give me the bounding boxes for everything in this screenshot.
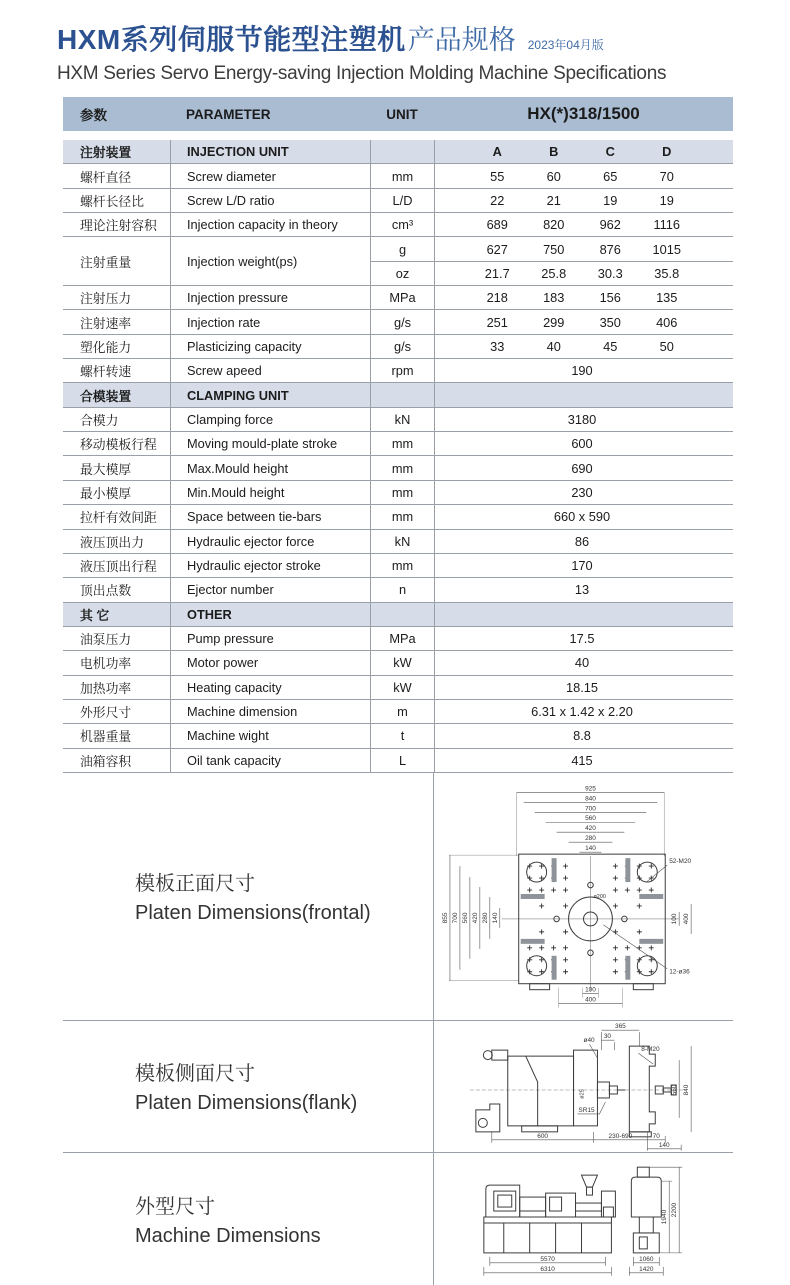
- unit-cell: mm: [370, 432, 434, 455]
- rod-dia-label: ø25: [579, 1089, 586, 1100]
- value: 33: [490, 338, 505, 354]
- unit-cell: t: [370, 724, 434, 747]
- values-cell: [434, 383, 733, 406]
- nozzle-dia-label: ø40: [583, 1037, 595, 1045]
- values-cell: [434, 286, 733, 309]
- values-cell: [434, 505, 733, 528]
- dim-label: 420: [585, 825, 596, 833]
- param-en: Hydraulic ejector force: [170, 530, 370, 553]
- dim-label: 140: [658, 1142, 670, 1150]
- double-cell: [370, 237, 733, 285]
- table-row: [63, 578, 733, 602]
- value-span: 190: [571, 363, 593, 379]
- bolt-callout: 8-M20: [641, 1046, 660, 1054]
- value: 251: [486, 314, 508, 330]
- unit-cell: MPa: [370, 627, 434, 650]
- value-span: 40: [574, 655, 590, 671]
- page-title: [57, 18, 790, 58]
- value-span: 415: [571, 752, 593, 768]
- param-cn: 最小模厚: [80, 485, 132, 501]
- param-cn: 螺杆直径: [80, 169, 132, 185]
- param-cn: 机器重量: [80, 729, 132, 745]
- values-cell: [434, 213, 733, 236]
- dimension-lines: [492, 1031, 691, 1152]
- hole-callout: 12-ø36: [669, 969, 690, 977]
- values-cell: [434, 237, 733, 260]
- diagram-label-machine: [63, 1153, 434, 1285]
- platen-flank-diagram: [434, 1020, 733, 1152]
- bolt-callout: 52-M20: [669, 858, 692, 866]
- param-en: Machine wight: [170, 724, 370, 747]
- value-span: 86: [574, 533, 590, 549]
- table-row: [63, 676, 733, 700]
- param-en: Screw apeed: [170, 359, 370, 382]
- param-cn: 外形尺寸: [80, 705, 132, 721]
- values-cell: [434, 140, 733, 163]
- value: 962: [599, 217, 621, 233]
- dim-label: 100: [585, 987, 596, 995]
- table-row: [63, 213, 733, 237]
- param-cn: 合模装置: [80, 388, 132, 404]
- value: 406: [656, 314, 678, 330]
- value: 55: [490, 168, 505, 184]
- value-span: 660 x 590: [553, 509, 611, 525]
- param-en: Pump pressure: [170, 627, 370, 650]
- values-cell: [434, 408, 733, 431]
- value: 40: [546, 338, 561, 354]
- param-en: Oil tank capacity: [170, 749, 370, 772]
- unit-cell: mm: [370, 505, 434, 528]
- value: 156: [599, 290, 621, 306]
- diagram-row-flank: [63, 1021, 733, 1153]
- machine-side-view: [631, 1167, 661, 1253]
- param-en: Screw diameter: [170, 164, 370, 187]
- param-en: Min.Mould height: [170, 481, 370, 504]
- param-cn: 塑化能力: [80, 339, 132, 355]
- unit-cell: mm: [370, 554, 434, 577]
- param-cn: 合模力: [80, 412, 119, 428]
- param-cn: 油泵压力: [80, 632, 132, 648]
- dim-label: 1420: [639, 1265, 654, 1273]
- table-row: [63, 310, 733, 334]
- value-span: 6.31 x 1.42 x 2.20: [531, 704, 633, 720]
- param-en: Moving mould-plate stroke: [170, 432, 370, 455]
- header-model: HX(*)318/1500: [527, 104, 640, 123]
- diagram-label-cn: 外型尺寸: [135, 1195, 215, 1218]
- dim-label: 5570: [540, 1255, 555, 1263]
- param-cn: 拉杆有效间距: [80, 510, 157, 526]
- diagram-row-frontal: [63, 773, 733, 1021]
- version-label: 2023年04月版: [527, 38, 604, 52]
- values-cell: [434, 530, 733, 553]
- unit-cell: kW: [370, 676, 434, 699]
- unit-cell: mm: [370, 164, 434, 187]
- value: 45: [603, 338, 618, 354]
- dim-label: 1060: [639, 1255, 654, 1263]
- param-cn: 顶出点数: [80, 583, 132, 599]
- unit-cell: L/D: [370, 189, 434, 212]
- section-row: [63, 603, 733, 627]
- param-cn: 液压顶出行程: [80, 559, 157, 575]
- radius-callout: SR15: [578, 1107, 595, 1115]
- dim-label: 700: [451, 912, 459, 924]
- value-span: 600: [571, 436, 593, 452]
- table-row: [63, 724, 733, 748]
- values-cell: [434, 724, 733, 747]
- table-row: [63, 481, 733, 505]
- param-cn: 其 它: [80, 607, 110, 623]
- value-span: 17.5: [569, 631, 595, 647]
- param-en: Screw L/D ratio: [170, 189, 370, 212]
- dim-label: 400: [585, 997, 596, 1005]
- values-cell: [434, 359, 733, 382]
- dim-label: 6310: [540, 1265, 555, 1273]
- param-cn: 注射重量: [80, 254, 132, 270]
- unit-cell: mm: [370, 481, 434, 504]
- diagram-label-en: Machine Dimensions: [135, 1224, 321, 1247]
- dim-label: 280: [585, 835, 596, 843]
- param-cn: 最大模厚: [80, 461, 132, 477]
- diagram-label-cn: 模板侧面尺寸: [135, 1063, 255, 1086]
- header-unit: UNIT: [386, 106, 418, 122]
- values-cell: [434, 749, 733, 772]
- page-subtitle: HXM Series Servo Energy-saving Injection Molding Machine Specifications: [57, 63, 667, 84]
- unit-cell: mm: [370, 456, 434, 479]
- value: 183: [543, 290, 565, 306]
- values-cell: [434, 554, 733, 577]
- unit-cell: g/s: [370, 310, 434, 333]
- param-cn: 注射装置: [80, 145, 132, 161]
- values-cell: [434, 189, 733, 212]
- header-param-en: PARAMETER: [186, 106, 271, 122]
- diagram-row-machine: [63, 1153, 733, 1285]
- unit-cell: rpm: [370, 359, 434, 382]
- param-cn: 电机功率: [80, 656, 132, 672]
- values-cell: [434, 578, 733, 601]
- value-span: 170: [571, 558, 593, 574]
- platen-outline: [519, 855, 666, 991]
- value: 135: [656, 290, 678, 306]
- diagram-section: [63, 773, 733, 1285]
- machine-front-view: [484, 1175, 616, 1253]
- table-row: [63, 554, 733, 578]
- table-row: [63, 189, 733, 213]
- param-cn: 理论注射容积: [80, 218, 157, 234]
- param-en: Motor power: [170, 651, 370, 674]
- table-row: [63, 456, 733, 480]
- title-cn-suffix: 产品规格: [407, 25, 516, 55]
- dim-label: 400: [683, 913, 691, 925]
- table-row: [63, 408, 733, 432]
- value: 65: [603, 168, 618, 184]
- value: 21.7: [484, 265, 510, 281]
- values-cell: [434, 651, 733, 674]
- sub-row: [370, 237, 733, 261]
- table-row: [63, 651, 733, 675]
- dim-label: 140: [585, 845, 596, 853]
- table-row: [63, 359, 733, 383]
- param-cn: 螺杆转速: [80, 364, 132, 380]
- sub-row: [370, 262, 733, 285]
- values-cell: [434, 310, 733, 333]
- value-span: 8.8: [573, 728, 591, 744]
- table-row: [63, 237, 733, 286]
- value: 350: [599, 314, 621, 330]
- value: 689: [486, 217, 508, 233]
- value-span: 3180: [567, 411, 597, 427]
- section-row: [63, 383, 733, 407]
- unit-cell: [370, 383, 434, 406]
- dim-label: 1940: [661, 1209, 669, 1225]
- value: 19: [659, 192, 674, 208]
- diagram-figure-frontal: [434, 773, 733, 1020]
- values-cell: [434, 262, 733, 285]
- dim-label: 100: [671, 913, 679, 925]
- values-cell: [434, 456, 733, 479]
- param-en: CLAMPING UNIT: [170, 383, 370, 406]
- dim-label: 840: [683, 1085, 691, 1096]
- table-row: [63, 335, 733, 359]
- unit-cell: kN: [370, 408, 434, 431]
- table-row: [63, 627, 733, 651]
- dim-label: 600: [537, 1133, 549, 1141]
- dim-label: 280: [481, 912, 489, 924]
- values-cell: [434, 164, 733, 187]
- table-row: [63, 700, 733, 724]
- param-cn: 移动模板行程: [80, 437, 157, 453]
- value: 627: [486, 241, 508, 257]
- value-span: 18.15: [565, 679, 599, 695]
- value: 876: [599, 241, 621, 257]
- param-en: Max.Mould height: [170, 456, 370, 479]
- dim-label: 560: [585, 815, 596, 823]
- column-letter: B: [549, 144, 559, 160]
- values-cell: [434, 676, 733, 699]
- param-cn: 油箱容积: [80, 753, 132, 769]
- diagram-figure-machine: [434, 1153, 733, 1285]
- value-span: 690: [571, 460, 593, 476]
- value: 25.8: [541, 265, 567, 281]
- dim-label: 700: [585, 805, 596, 813]
- spec-table: [63, 140, 733, 773]
- value: 60: [546, 168, 561, 184]
- diagram-label-en: Platen Dimensions(flank): [135, 1092, 358, 1115]
- unit-cell: MPa: [370, 286, 434, 309]
- values-cell: [434, 335, 733, 358]
- param-en: Injection weight(ps): [170, 237, 370, 285]
- values-cell: [434, 432, 733, 455]
- platen-frontal-diagram: [434, 772, 733, 1020]
- param-cn: 加热功率: [80, 680, 132, 696]
- dim-label: 925: [585, 785, 596, 793]
- values-cell: [434, 603, 733, 626]
- values-cell: [434, 627, 733, 650]
- machine-dimensions-diagram: [434, 1153, 733, 1285]
- value: 70: [659, 168, 674, 184]
- param-en: Plasticizing capacity: [170, 335, 370, 358]
- dim-label: 140: [491, 912, 499, 924]
- title-cn: HXM系列伺服节能型注塑机: [57, 24, 406, 55]
- values-cell: [434, 481, 733, 504]
- dim-label: 560: [671, 1085, 679, 1096]
- param-en: Hydraulic ejector stroke: [170, 554, 370, 577]
- dim-label: 30: [603, 1033, 612, 1041]
- dim-label: 420: [471, 912, 479, 924]
- param-en: Injection rate: [170, 310, 370, 333]
- unit-cell: g: [370, 237, 434, 260]
- table-row: [63, 164, 733, 188]
- param-en: Ejector number: [170, 578, 370, 601]
- diagram-label-flank: [63, 1021, 434, 1152]
- table-row: [63, 749, 733, 773]
- param-en: Clamping force: [170, 408, 370, 431]
- param-en: Space between tie-bars: [170, 505, 370, 528]
- dim-label: 855: [441, 912, 449, 924]
- dim-label: 70: [652, 1133, 660, 1141]
- value: 35.8: [654, 265, 680, 281]
- value: 299: [543, 314, 565, 330]
- param-en: Machine dimension: [170, 700, 370, 723]
- param-cn: 螺杆长径比: [80, 193, 144, 209]
- dim-label: 365: [614, 1023, 626, 1031]
- header-param-cn: 参数: [80, 108, 107, 123]
- table-row: [63, 286, 733, 310]
- value-span: 230: [571, 484, 593, 500]
- table-header-band: [63, 97, 733, 131]
- table-row: [63, 530, 733, 554]
- column-letter: D: [662, 144, 672, 160]
- unit-cell: [370, 140, 434, 163]
- values-cell: [434, 700, 733, 723]
- unit-cell: oz: [370, 262, 434, 285]
- value: 1015: [652, 241, 681, 257]
- unit-cell: n: [370, 578, 434, 601]
- unit-cell: g/s: [370, 335, 434, 358]
- value: 30.3: [597, 265, 623, 281]
- unit-cell: kW: [370, 651, 434, 674]
- param-en: INJECTION UNIT: [170, 140, 370, 163]
- value: 21: [546, 192, 561, 208]
- center-bore-callout: ø200: [593, 894, 606, 901]
- unit-cell: cm³: [370, 213, 434, 236]
- value: 50: [659, 338, 674, 354]
- param-cn: 注射压力: [80, 291, 132, 307]
- dim-label: 840: [585, 795, 596, 803]
- diagram-figure-flank: [434, 1021, 733, 1152]
- column-letter: C: [605, 144, 615, 160]
- column-letter: A: [492, 144, 502, 160]
- unit-cell: kN: [370, 530, 434, 553]
- value: 22: [490, 192, 505, 208]
- value: 19: [603, 192, 618, 208]
- param-cn: 液压顶出力: [80, 534, 144, 550]
- dim-label: 2200: [671, 1202, 679, 1218]
- diagram-label-frontal: [63, 773, 434, 1020]
- param-en: OTHER: [170, 603, 370, 626]
- param-en: Injection pressure: [170, 286, 370, 309]
- value: 1116: [653, 217, 681, 233]
- dimension-labels: [540, 1202, 678, 1272]
- table-row: [63, 505, 733, 529]
- value: 218: [486, 290, 508, 306]
- table-row: [63, 432, 733, 456]
- flank-outline: [476, 1047, 679, 1141]
- value: 820: [543, 217, 565, 233]
- unit-cell: [370, 603, 434, 626]
- value: 750: [543, 241, 565, 257]
- section-row: [63, 140, 733, 164]
- unit-cell: m: [370, 700, 434, 723]
- value-span: 13: [574, 582, 590, 598]
- param-en: Heating capacity: [170, 676, 370, 699]
- header-gap: [57, 131, 790, 140]
- param-cn: 注射速率: [80, 315, 132, 331]
- dim-label: 560: [461, 912, 469, 924]
- unit-cell: L: [370, 749, 434, 772]
- diagram-label-cn: 模板正面尺寸: [135, 873, 255, 896]
- param-en: Injection capacity in theory: [170, 213, 370, 236]
- dim-label: 230-690: [608, 1133, 633, 1141]
- diagram-label-en: Platen Dimensions(frontal): [135, 902, 371, 925]
